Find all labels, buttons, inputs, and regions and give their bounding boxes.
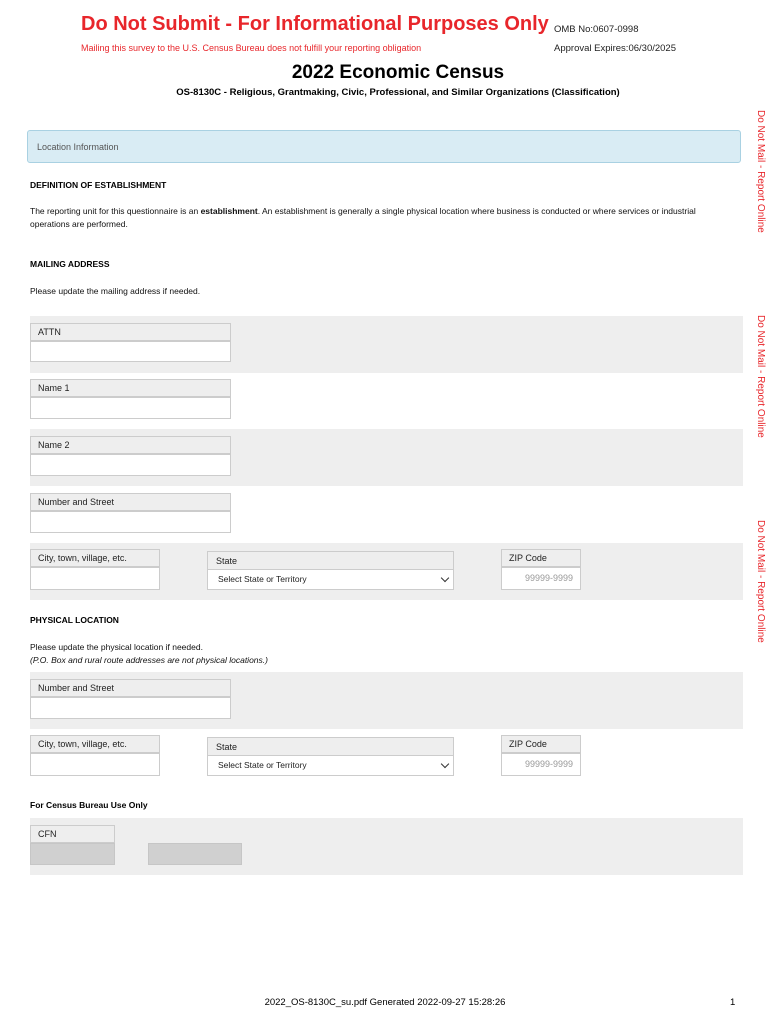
cfn-row bbox=[30, 818, 743, 875]
physical-location-heading: PHYSICAL LOCATION bbox=[30, 615, 119, 625]
mailing-state-select[interactable] bbox=[208, 569, 453, 589]
name2-label: Name 2 bbox=[30, 436, 231, 454]
mailing-street-input[interactable] bbox=[30, 511, 231, 533]
warning-subtitle: Mailing this survey to the U.S. Census Bureau does not fulfill your reporting obligation bbox=[81, 43, 422, 53]
definition-bold-word: establishment bbox=[200, 206, 258, 216]
physical-street-input[interactable] bbox=[30, 697, 231, 719]
side-note-middle: Do Not Mail - Report Online bbox=[755, 315, 766, 438]
page-number: 1 bbox=[730, 997, 736, 1008]
name2-input[interactable] bbox=[30, 454, 231, 476]
mailing-state-field bbox=[207, 551, 454, 590]
location-information-header: Location Information bbox=[27, 130, 741, 163]
definition-text bbox=[30, 205, 730, 231]
physical-zip-label: ZIP Code bbox=[501, 735, 581, 753]
physical-city-input[interactable] bbox=[30, 753, 160, 776]
physical-location-instruction: Please update the physical location if needed. bbox=[30, 642, 203, 652]
side-note-bottom: Do Not Mail - Report Online bbox=[755, 520, 766, 643]
omb-number: OMB No:0607-0998 bbox=[554, 24, 639, 35]
chevron-down-icon bbox=[441, 574, 449, 582]
attn-input[interactable] bbox=[30, 341, 231, 362]
physical-location-note: (P.O. Box and rural route addresses are not physical locations.) bbox=[30, 655, 268, 665]
physical-street-label: Number and Street bbox=[30, 679, 231, 697]
mailing-city-input[interactable] bbox=[30, 567, 160, 590]
attn-label: ATTN bbox=[30, 323, 231, 341]
physical-state-field bbox=[207, 737, 454, 776]
approval-expiration: Approval Expires:06/30/2025 bbox=[554, 43, 676, 54]
mailing-city-label: City, town, village, etc. bbox=[30, 549, 160, 567]
footer-file-line: 2022_OS-8130C_su.pdf Generated 2022-09-27 15:28:26 bbox=[264, 997, 506, 1008]
name1-label: Name 1 bbox=[30, 379, 231, 397]
physical-state-label: State bbox=[216, 742, 238, 752]
census-title: 2022 Economic Census bbox=[291, 62, 505, 83]
mailing-state-label: State bbox=[216, 556, 238, 566]
mailing-zip-label: ZIP Code bbox=[501, 549, 581, 567]
mailing-address-heading: MAILING ADDRESS bbox=[30, 259, 110, 269]
mailing-zip-input[interactable]: 99999-9999 bbox=[501, 567, 581, 590]
chevron-down-icon bbox=[441, 760, 449, 768]
mailing-address-instruction: Please update the mailing address if needed. bbox=[30, 286, 201, 296]
cfn-label: CFN bbox=[30, 825, 115, 843]
physical-zip-input[interactable]: 99999-9999 bbox=[501, 753, 581, 776]
definition-text-before: The reporting unit for this questionnaire is an bbox=[30, 206, 201, 216]
definition-text-after: . An establishment is generally a single physical location where business is conducted or where services or industrial operations are performed. bbox=[30, 206, 696, 229]
cfn-input bbox=[30, 843, 115, 865]
definition-heading: DEFINITION OF ESTABLISHMENT bbox=[30, 180, 167, 190]
warning-title: Do Not Submit - For Informational Purposes Only bbox=[81, 13, 549, 35]
mailing-street-label: Number and Street bbox=[30, 493, 231, 511]
physical-state-value: Select State or Territory bbox=[218, 760, 307, 770]
name1-input[interactable] bbox=[30, 397, 231, 419]
cfn-secondary-input bbox=[148, 843, 242, 865]
side-note-top: Do Not Mail - Report Online bbox=[755, 110, 766, 233]
form-title: OS-8130C - Religious, Grantmaking, Civic, Professional, and Similar Organizations (Classification) bbox=[176, 87, 620, 98]
physical-city-label: City, town, village, etc. bbox=[30, 735, 160, 753]
physical-state-select[interactable] bbox=[208, 755, 453, 775]
census-use-heading: For Census Bureau Use Only bbox=[30, 800, 148, 810]
mailing-state-value: Select State or Territory bbox=[218, 574, 307, 584]
